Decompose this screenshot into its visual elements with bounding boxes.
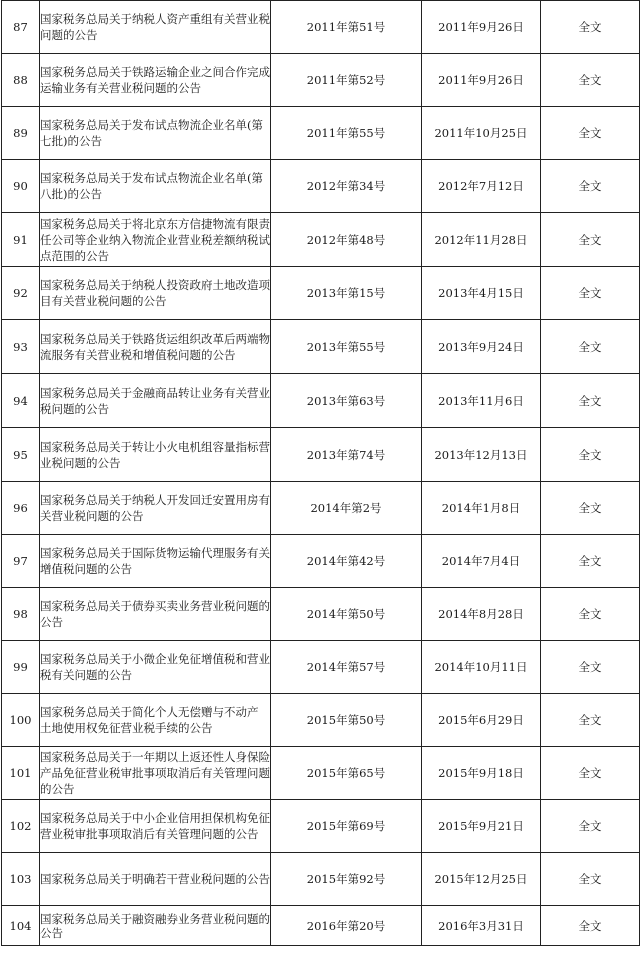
issue-date: 2015年12月25日 <box>422 853 541 906</box>
issue-date: 2013年11月6日 <box>422 374 541 428</box>
full-text-link[interactable]: 全文 <box>541 482 640 535</box>
table-row <box>2 428 640 482</box>
issue-date: 2015年9月18日 <box>422 747 541 800</box>
row-number: 93 <box>2 320 40 374</box>
full-text-link[interactable]: 全文 <box>541 374 640 428</box>
table-row <box>2 641 640 694</box>
document-number: 2012年第34号 <box>271 160 422 213</box>
document-title: 国家税务总局关于铁路货运组织改革后两端物流服务有关营业税和增值税问题的公告 <box>40 320 271 374</box>
row-number: 104 <box>2 906 40 946</box>
table-row <box>2 800 640 853</box>
issue-date: 2014年10月11日 <box>422 641 541 694</box>
full-text-link[interactable]: 全文 <box>541 641 640 694</box>
document-number: 2015年第50号 <box>271 694 422 747</box>
document-title: 国家税务总局关于中小企业信用担保机构免征营业税审批事项取消后有关管理问题的公告 <box>40 800 271 853</box>
document-title: 国家税务总局关于明确若干营业税问题的公告 <box>40 853 271 906</box>
document-number: 2014年第57号 <box>271 641 422 694</box>
document-title: 国家税务总局关于小微企业免征增值税和营业税有关问题的公告 <box>40 641 271 694</box>
issue-date: 2011年10月25日 <box>422 107 541 160</box>
row-number: 94 <box>2 374 40 428</box>
regulations-table <box>1 0 640 946</box>
document-number: 2015年第65号 <box>271 747 422 800</box>
table-row <box>2 747 640 800</box>
full-text-link[interactable]: 全文 <box>541 428 640 482</box>
document-title: 国家税务总局关于债券买卖业务营业税问题的公告 <box>40 588 271 641</box>
document-title: 国家税务总局关于一年期以上返还性人身保险产品免征营业税审批事项取消后有关管理问题的公告 <box>40 747 271 800</box>
row-number: 95 <box>2 428 40 482</box>
issue-date: 2012年11月28日 <box>422 213 541 267</box>
document-number: 2014年第2号 <box>271 482 422 535</box>
issue-date: 2014年8月28日 <box>422 588 541 641</box>
table-row <box>2 374 640 428</box>
issue-date: 2015年6月29日 <box>422 694 541 747</box>
regulations-table-body <box>2 1 640 946</box>
document-title: 国家税务总局关于转让小火电机组容量指标营业税问题的公告 <box>40 428 271 482</box>
row-number: 98 <box>2 588 40 641</box>
document-title: 国家税务总局关于将北京东方信捷物流有限责任公司等企业纳入物流企业营业税差额纳税试点范围的公告 <box>40 213 271 267</box>
row-number: 101 <box>2 747 40 800</box>
document-title: 国家税务总局关于纳税人投资政府土地改造项目有关营业税问题的公告 <box>40 267 271 320</box>
table-row <box>2 54 640 107</box>
table-row <box>2 267 640 320</box>
document-number: 2011年第55号 <box>271 107 422 160</box>
table-row <box>2 1 640 54</box>
table-row <box>2 694 640 747</box>
table-row <box>2 213 640 267</box>
document-title: 国家税务总局关于铁路运输企业之间合作完成运输业务有关营业税问题的公告 <box>40 54 271 107</box>
document-number: 2012年第48号 <box>271 213 422 267</box>
full-text-link[interactable]: 全文 <box>541 320 640 374</box>
issue-date: 2016年3月31日 <box>422 906 541 946</box>
full-text-link[interactable]: 全文 <box>541 267 640 320</box>
issue-date: 2015年9月21日 <box>422 800 541 853</box>
table-row <box>2 320 640 374</box>
full-text-link[interactable]: 全文 <box>541 160 640 213</box>
document-title: 国家税务总局关于纳税人开发回迁安置用房有关营业税问题的公告 <box>40 482 271 535</box>
table-row <box>2 535 640 588</box>
issue-date: 2013年12月13日 <box>422 428 541 482</box>
table-row <box>2 482 640 535</box>
issue-date: 2012年7月12日 <box>422 160 541 213</box>
issue-date: 2013年9月24日 <box>422 320 541 374</box>
document-number: 2011年第52号 <box>271 54 422 107</box>
issue-date: 2014年7月4日 <box>422 535 541 588</box>
row-number: 96 <box>2 482 40 535</box>
document-number: 2015年第69号 <box>271 800 422 853</box>
table-row <box>2 906 640 946</box>
document-number: 2015年第92号 <box>271 853 422 906</box>
full-text-link[interactable]: 全文 <box>541 906 640 946</box>
full-text-link[interactable]: 全文 <box>541 694 640 747</box>
document-number: 2011年第51号 <box>271 1 422 54</box>
full-text-link[interactable]: 全文 <box>541 54 640 107</box>
document-title: 国家税务总局关于融资融券业务营业税问题的公告 <box>40 906 271 946</box>
document-title: 国家税务总局关于国际货物运输代理服务有关增值税问题的公告 <box>40 535 271 588</box>
table-row <box>2 160 640 213</box>
row-number: 103 <box>2 853 40 906</box>
issue-date: 2011年9月26日 <box>422 54 541 107</box>
full-text-link[interactable]: 全文 <box>541 107 640 160</box>
row-number: 87 <box>2 1 40 54</box>
full-text-link[interactable]: 全文 <box>541 747 640 800</box>
row-number: 99 <box>2 641 40 694</box>
full-text-link[interactable]: 全文 <box>541 535 640 588</box>
document-title: 国家税务总局关于发布试点物流企业名单(第八批)的公告 <box>40 160 271 213</box>
table-row <box>2 588 640 641</box>
row-number: 97 <box>2 535 40 588</box>
document-number: 2013年第63号 <box>271 374 422 428</box>
table-row <box>2 853 640 906</box>
table-row <box>2 107 640 160</box>
full-text-link[interactable]: 全文 <box>541 588 640 641</box>
document-number: 2014年第50号 <box>271 588 422 641</box>
row-number: 90 <box>2 160 40 213</box>
full-text-link[interactable]: 全文 <box>541 800 640 853</box>
document-number: 2016年第20号 <box>271 906 422 946</box>
issue-date: 2011年9月26日 <box>422 1 541 54</box>
document-title: 国家税务总局关于发布试点物流企业名单(第七批)的公告 <box>40 107 271 160</box>
issue-date: 2013年4月15日 <box>422 267 541 320</box>
document-title: 国家税务总局关于纳税人资产重组有关营业税问题的公告 <box>40 1 271 54</box>
document-title: 国家税务总局关于简化个人无偿赠与不动产 土地使用权免征营业税手续的公告 <box>40 694 271 747</box>
full-text-link[interactable]: 全文 <box>541 1 640 54</box>
full-text-link[interactable]: 全文 <box>541 853 640 906</box>
row-number: 100 <box>2 694 40 747</box>
document-number: 2013年第15号 <box>271 267 422 320</box>
document-number: 2014年第42号 <box>271 535 422 588</box>
row-number: 88 <box>2 54 40 107</box>
row-number: 91 <box>2 213 40 267</box>
full-text-link[interactable]: 全文 <box>541 213 640 267</box>
document-title: 国家税务总局关于金融商品转让业务有关营业税问题的公告 <box>40 374 271 428</box>
document-number: 2013年第74号 <box>271 428 422 482</box>
row-number: 89 <box>2 107 40 160</box>
document-number: 2013年第55号 <box>271 320 422 374</box>
row-number: 92 <box>2 267 40 320</box>
issue-date: 2014年1月8日 <box>422 482 541 535</box>
row-number: 102 <box>2 800 40 853</box>
